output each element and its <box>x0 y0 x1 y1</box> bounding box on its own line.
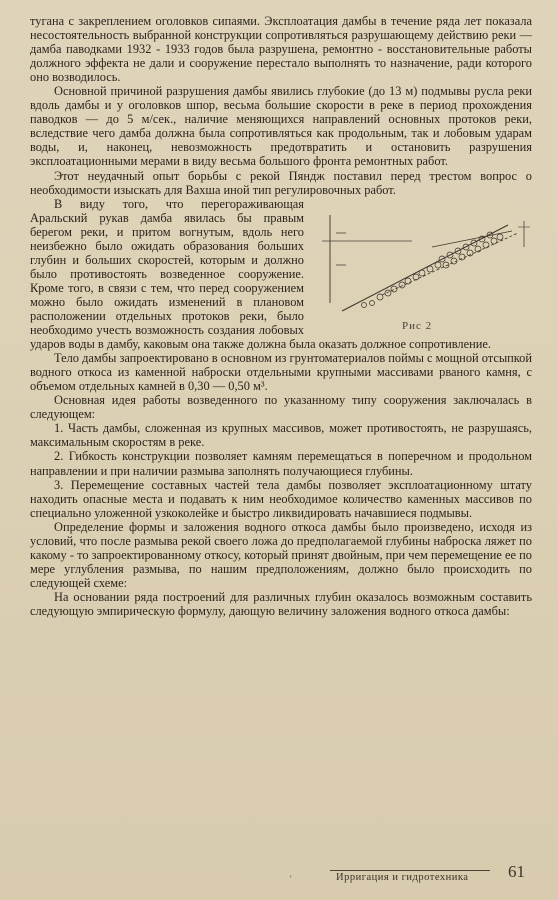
list-item-1: 1. Часть дамбы, сложенная из крупных массивов, может противостоять, не разрушаясь, максимальным скоростям в реке. <box>30 421 532 450</box>
paragraph-2: Основной причиной разрушения дамбы явились глубокие (до 13 м) подмывы русла реки вдоль дамбы и у оголовков шпор, весьма большие скорости в реке в период прохождения паводков — до 5 м/сек., наличие меняющихся направлений основных протоков реки, вследствие чего дамба должна была сопротивляться как продольным, так и лобовым ударам воды, и, наконец, невозможность предотвратить и остановить разрушения эксплоатационными мерами в виду весьма большого фронта ремонтных работ. <box>30 84 532 169</box>
page-footer <box>0 862 558 892</box>
paragraph-4: В виду того, что перегораживающая Аральский рукав дамба явилась бы правым берегом реки, и притом вогнутым, вдоль него неизбежно было ожидать образования больших глубин и больших скоростей, которым и должно было противостоять возведенное сооружение. Кроме того, в связи с тем, что перед сооружением можно было ожидать изменений в плановом расположении отдельных протоков реки, было необходимо учесть возможность создания лобовых ударов воды в дамбу, каковым она также должна была оказать должное сопротивление. <box>30 196 491 352</box>
slope-line-top <box>432 231 512 247</box>
dam-cross-section-diagram <box>312 207 538 319</box>
figure-2 <box>312 207 538 335</box>
slope-line-dashed <box>382 233 518 295</box>
paragraph-3: Этот неудачный опыт борьбы с рекой Пяндж поставил перед трестом вопрос о необходимости изыскать для Вахша иной тип регулировочных работ. <box>30 168 532 197</box>
body-text <box>30 14 532 618</box>
list-item-3: 3. Перемещение составных частей тела дамбы позволяет эксплоатационному штату находить опасные места и подавать к ним необходимое количество каменных массивов по специально уложенной узкоколейке и быстро ликвидировать начавшиеся подмывы. <box>30 477 532 520</box>
footer-rule <box>330 870 490 871</box>
paragraph-1: тугана с закреплением оголовков сипаями. Эксплоатация дамбы в течение ряда лет показала несостоятельность выбранной конструкции сопротивляться разрушающему действию реки — дамба паводками 1932 - 1933 годов была разрушена, ремонтно - восстановительные работы должного эффекта не дали и сооружение перестало выполнять то назначение, ради которого оно возводилось. <box>30 14 532 85</box>
rock-fill-pattern <box>362 232 504 308</box>
slope-line-lower <box>342 225 508 311</box>
paragraph-5: Тело дамбы запроектировано в основном из грунтоматериалов поймы с мощной отсыпкой водного откоса из каменной наброски отдельными крупными массивами рваного камня, с объемом отдельных камней в 0,30 — 0,50 м³. <box>30 351 533 394</box>
figure-caption: Рис 2 <box>402 319 433 332</box>
journal-title: Ирригация и гидротехника <box>336 872 469 883</box>
page-number: 61 <box>508 862 525 881</box>
paragraph-6: Основная идея работы возведенного по указанному типу сооружения заключалась в следующем: <box>30 393 532 422</box>
paragraph-8: На основании ряда построений для различных глубин оказалось возможным составить следующую эмпирическую формулу, дающую величину заложения водного откоса дамбы: <box>30 589 532 618</box>
footer-mark: ' <box>290 874 292 884</box>
list-item-2: 2. Гибкость конструкции позволяет камням перемещаться в поперечном и продольном направлении и при наличии размыва заполнять получающиеся глубины. <box>30 449 532 478</box>
paragraph-7: Определение формы и заложения водного откоса дамбы было произведено, исходя из условий, что после размыва рекой своего ложа до предполагаемой глубины наброска ляжет по какому - то запроектированному откосу, который принят двойным, при чем перемещение ее по мере углубления размыва, по нашим предположениям, должно было происходить по следующей схеме: <box>30 519 532 590</box>
